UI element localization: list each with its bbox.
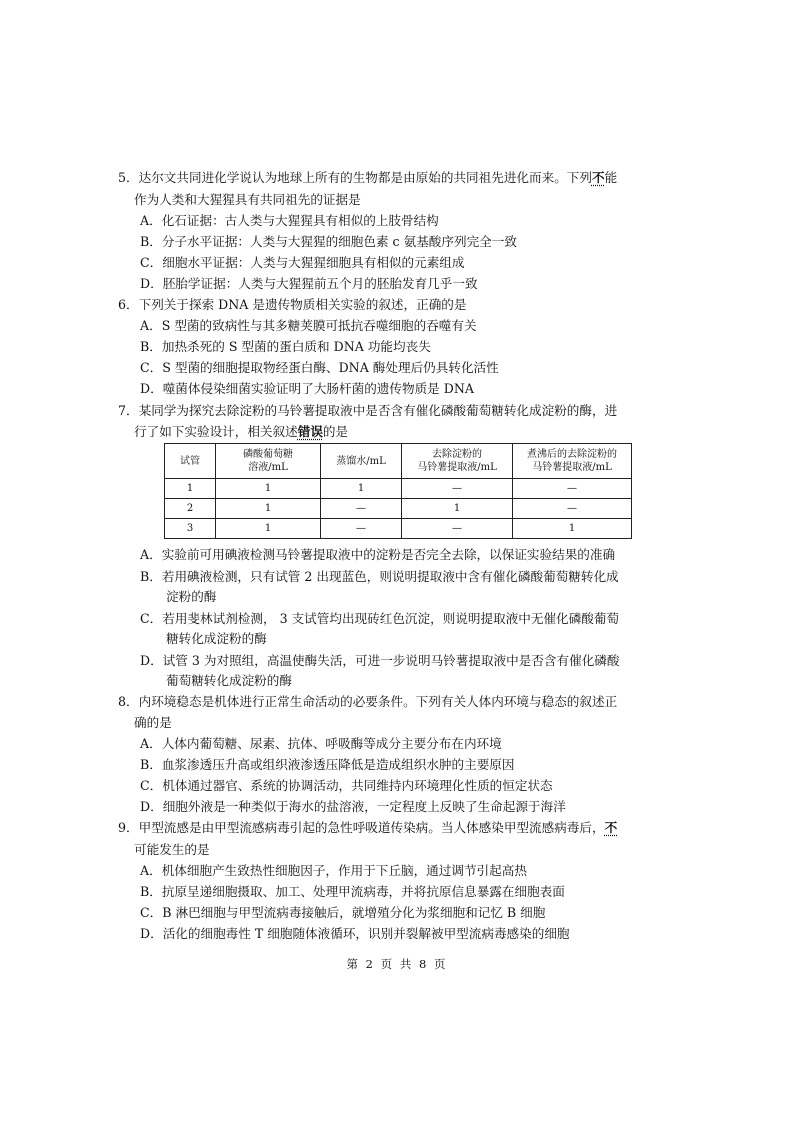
q9-option-d: D．活化的细胞毒性 T 细胞随体液循环，识别并裂解被甲型流病毒感染的细胞: [140, 926, 570, 941]
q5-emphasis: 不: [591, 170, 605, 185]
table-row: [165, 519, 632, 539]
q5-stem-line1: [118, 170, 617, 186]
q7-option-b: B．若用碘液检测，只有试管 2 出现蓝色，则说明提取液中含有催化磷酸葡萄糖转化成: [140, 569, 619, 584]
q6-option-c: C．S 型菌的细胞提取物经蛋白酶、DNA 酶处理后仍具转化活性: [140, 360, 499, 375]
table-cell: —: [402, 479, 513, 499]
q7-stem-text: 行了如下实验设计，相关叙述: [134, 424, 298, 439]
q8-option-b: B．血浆渗透压升高或组织液渗透压降低是造成组织水肿的主要原因: [140, 757, 515, 772]
q7-stem-tail: 的是: [322, 424, 349, 439]
table-cell: 1: [513, 519, 632, 539]
q9-option-a: A．机体细胞产生致热性细胞因子，作用于下丘脑，通过调节引起高热: [140, 863, 527, 878]
q5-stem-tail: 能: [604, 170, 618, 185]
q5-stem-text: 5．达尔文共同进化学说认为地球上所有的生物都是由原始的共同祖先进化而来。下列: [118, 170, 592, 185]
table-cell: 1: [402, 499, 513, 519]
q7-option-c-cont: 糖转化成淀粉的酶: [166, 631, 267, 646]
table-cell: —: [321, 519, 402, 539]
table-header-cell: 去除淀粉的 马铃薯提取液/mL: [402, 444, 513, 479]
q9-option-b: B．抗原呈递细胞摄取、加工、处理甲流病毒，并将抗原信息暴露在细胞表面: [140, 884, 565, 899]
table-cell: 2: [165, 499, 216, 519]
table-cell: 3: [165, 519, 216, 539]
q7-option-d-cont: 葡萄糖转化成淀粉的酶: [166, 673, 292, 688]
q7-option-d: D．试管 3 为对照组，高温使酶失活，可进一步说明马铃薯提取液中是否含有催化磷酸: [140, 653, 620, 668]
q8-option-d: D．细胞外液是一种类似于海水的盐溶液，一定程度上反映了生命起源于海洋: [140, 799, 566, 814]
q7-option-b-cont: 淀粉的酶: [166, 589, 217, 604]
table-cell: 1: [165, 479, 216, 499]
table-header-cell: 试管: [165, 444, 216, 479]
q7-stem-line2: [134, 424, 348, 440]
q6-stem: 6．下列关于探索 DNA 是遗传物质相关实验的叙述，正确的是: [118, 297, 467, 312]
table-cell: —: [513, 499, 632, 519]
table-cell: —: [402, 519, 513, 539]
experiment-table: [164, 443, 632, 539]
table-header-cell: 煮沸后的去除淀粉的 马铃薯提取液/mL: [513, 444, 632, 479]
page-number-footer: 第 2 页 共 8 页: [346, 957, 448, 971]
table-header-row: [165, 444, 632, 479]
q5-option-c: C．细胞水平证据：人类与大猩猩细胞具有相似的元素组成: [140, 255, 465, 270]
table-cell: 1: [216, 479, 321, 499]
table-header-cell: 磷酸葡萄糖 溶液/mL: [216, 444, 321, 479]
table-row: [165, 499, 632, 519]
q7-emphasis: 错误: [297, 424, 323, 439]
q7-stem-line1: 7．某同学为探究去除淀粉的马铃薯提取液中是否含有催化磷酸葡萄糖转化成淀粉的酶，进: [118, 403, 618, 418]
q8-stem-line2: 确的是: [134, 715, 172, 730]
q9-emphasis: 不: [604, 820, 618, 835]
q5-option-a: A．化石证据：古人类与大猩猩具有相似的上肢骨结构: [140, 213, 439, 228]
q8-option-a: A．人体内葡萄糖、尿素、抗体、呼吸酶等成分主要分布在内环境: [140, 736, 502, 751]
q5-option-d: D．胚胎学证据：人类与大猩猩前五个月的胚胎发育几乎一致: [140, 276, 478, 291]
table-cell: —: [513, 479, 632, 499]
q5-stem-line2: 作为人类和大猩猩具有共同祖先的证据是: [134, 192, 361, 207]
q9-stem-line2: 可能发生的是: [134, 842, 210, 857]
q5-option-b: B．分子水平证据：人类与大猩猩的细胞色素 c 氨基酸序列完全一致: [140, 234, 517, 249]
q6-option-d: D．噬菌体侵染细菌实验证明了大肠杆菌的遗传物质是 DNA: [140, 381, 474, 396]
q9-stem-line1: [118, 820, 617, 836]
q9-option-c: C．B 淋巴细胞与甲型流病毒接触后，就增殖分化为浆细胞和记忆 B 细胞: [140, 905, 546, 920]
table-header-cell: 蒸馏水/mL: [321, 444, 402, 479]
table-row: [165, 479, 632, 499]
q7-option-c: C．若用斐林试剂检测， 3 支试管均出现砖红色沉淀，则说明提取液中无催化磷酸葡萄: [140, 611, 620, 626]
q9-stem-text: 9．甲型流感是由甲型流感病毒引起的急性呼吸道传染病。当人体感染甲型流感病毒后，: [118, 820, 605, 835]
q6-option-b: B．加热杀死的 S 型菌的蛋白质和 DNA 功能均丧失: [140, 339, 431, 354]
q8-option-c: C．机体通过器官、系统的协调活动，共同维持内环境理化性质的恒定状态: [140, 778, 553, 793]
table-cell: 1: [216, 499, 321, 519]
table-cell: 1: [321, 479, 402, 499]
q8-stem-line1: 8．内环境稳态是机体进行正常生命活动的必要条件。下列有关人体内环境与稳态的叙述正: [118, 694, 618, 709]
q6-option-a: A．S 型菌的致病性与其多糖荚膜可抵抗吞噬细胞的吞噬有关: [140, 318, 477, 333]
table-cell: —: [321, 499, 402, 519]
table-cell: 1: [216, 519, 321, 539]
q7-option-a: A．实验前可用碘液检测马铃薯提取液中的淀粉是否完全去除，以保证实验结果的准确: [140, 547, 616, 562]
